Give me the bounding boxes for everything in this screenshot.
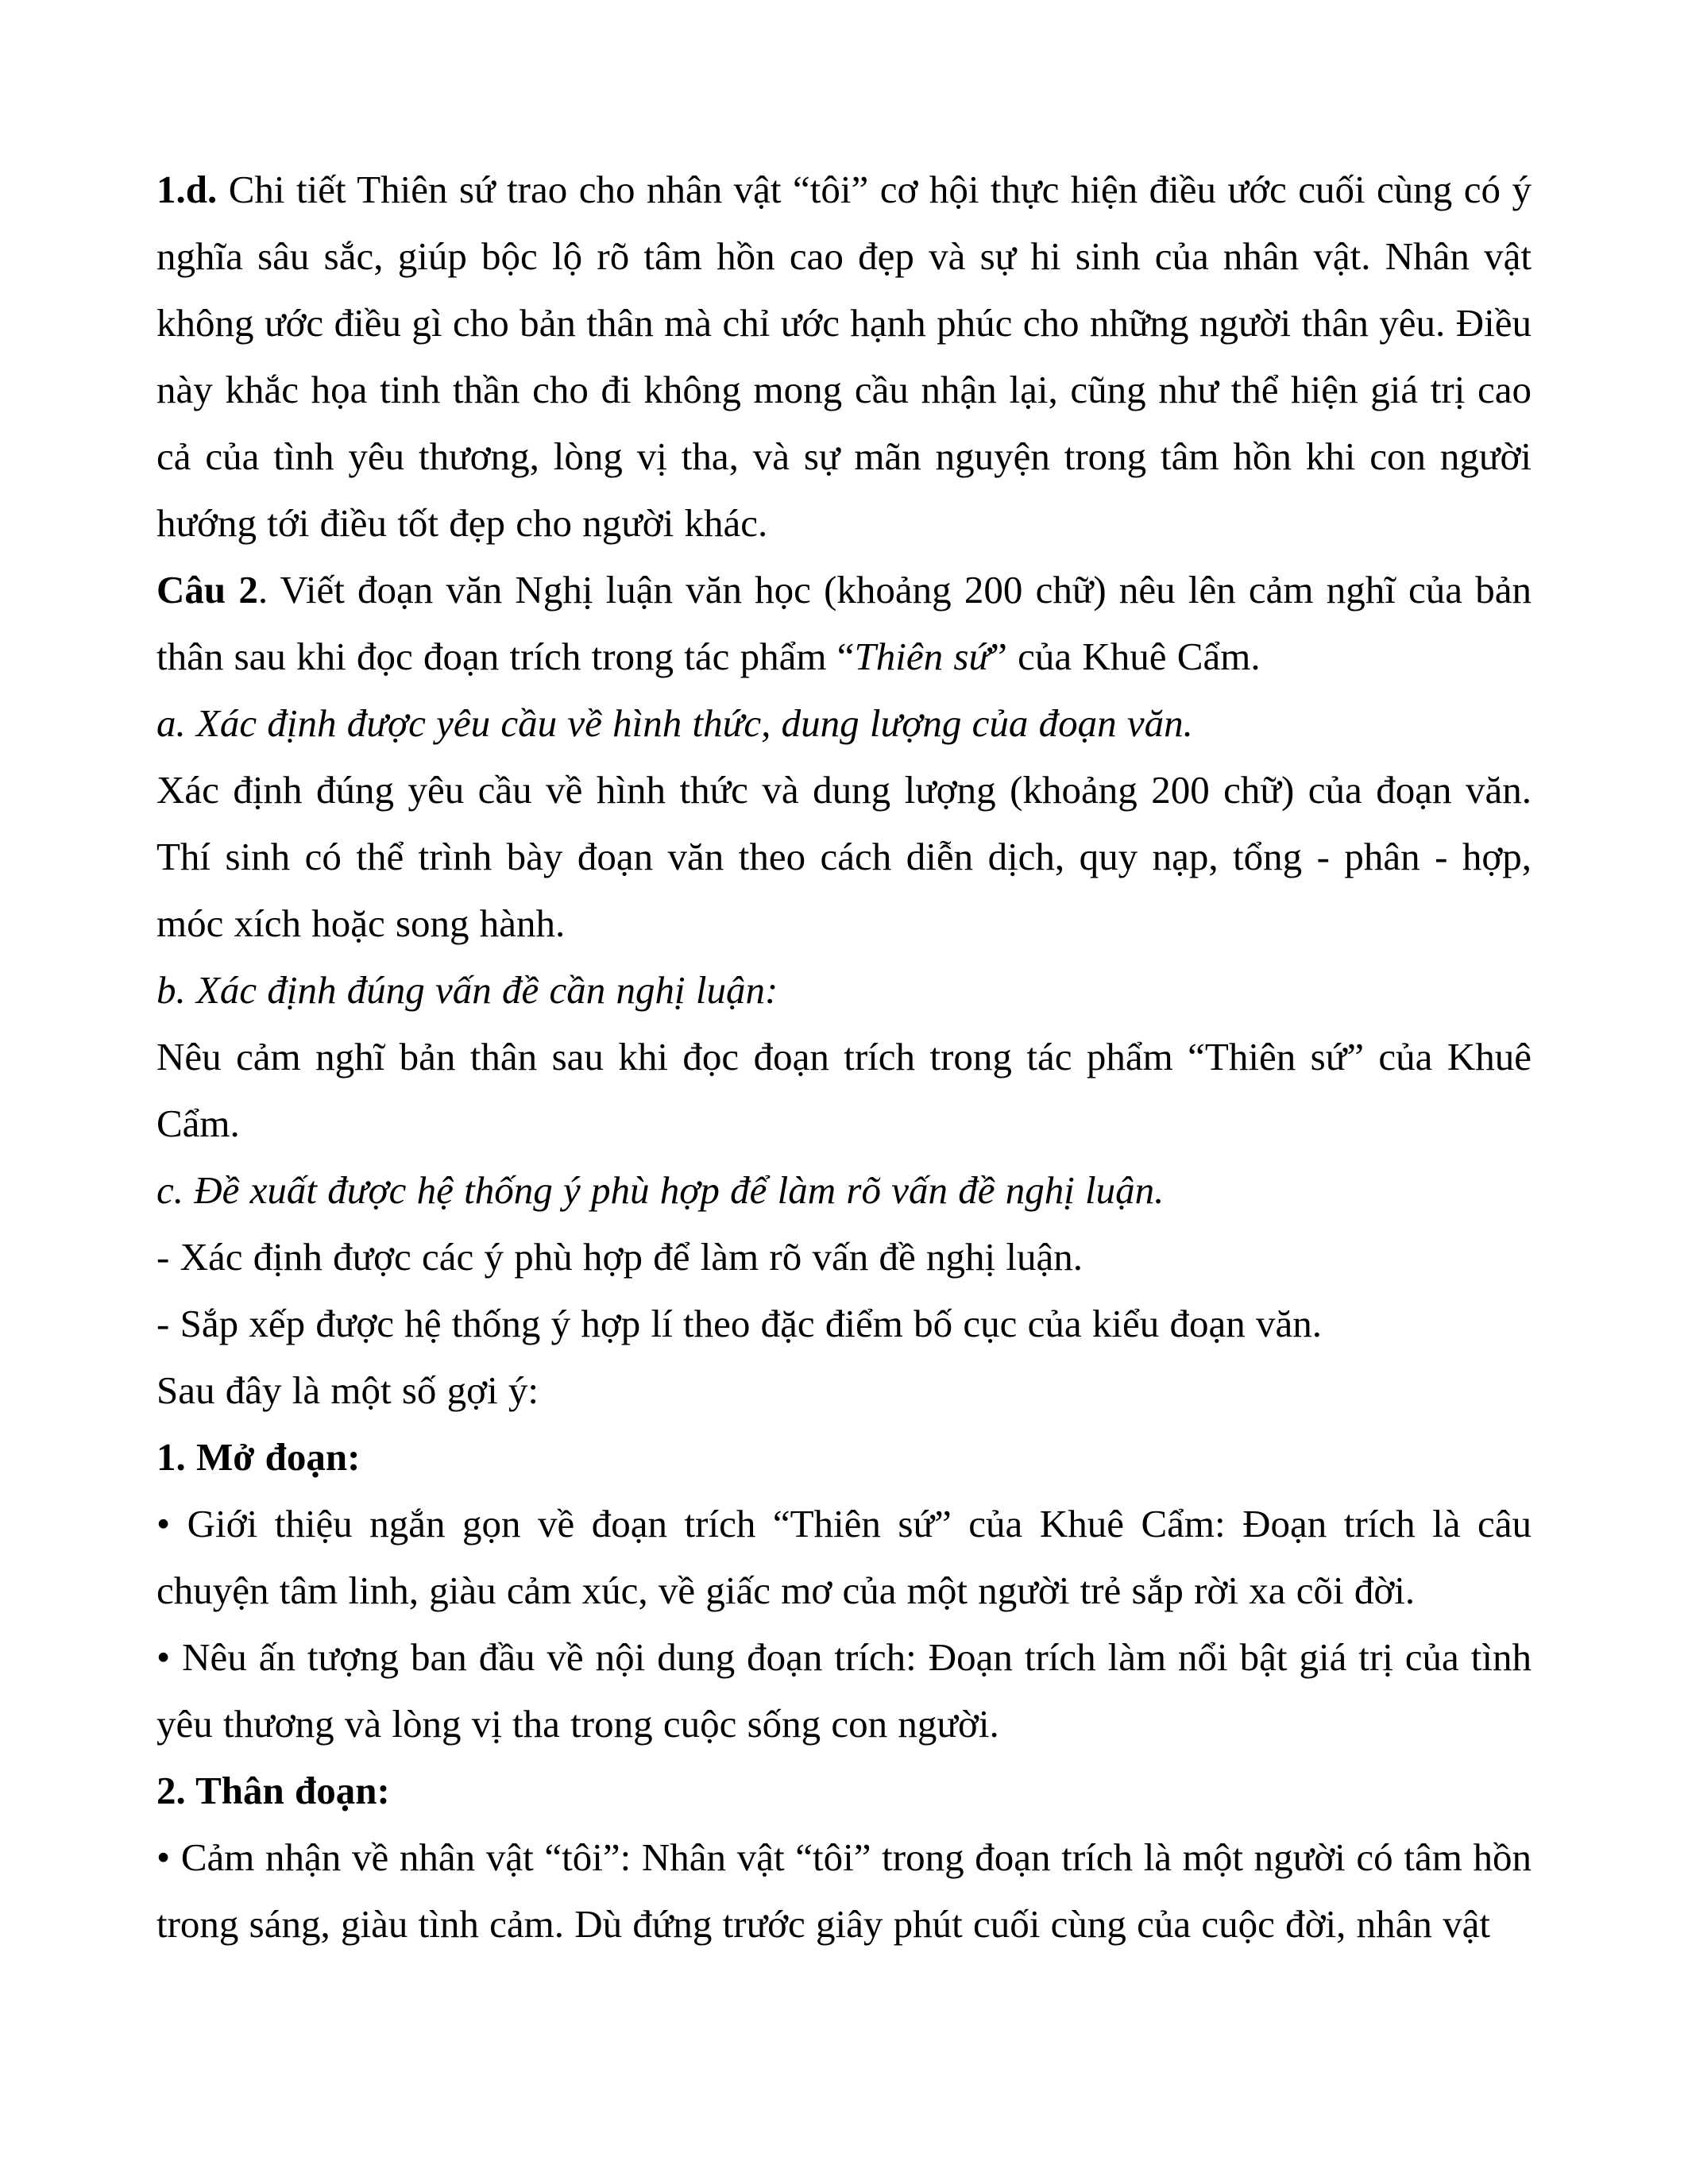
work-title: Thiên sứ <box>854 635 991 678</box>
criterion-c-dash-2-text: - Sắp xếp được hệ thống ý hợp lí theo đặc điểm bố cục của kiểu đoạn văn. <box>156 1302 1322 1345</box>
section-1-heading-text: 1. Mở đoạn: <box>156 1435 361 1479</box>
paragraph-criterion-c-heading <box>156 1157 1532 1224</box>
criterion-a-heading-text: a. Xác định được yêu cầu về hình thức, dung lượng của đoạn văn. <box>156 701 1193 745</box>
section-2-heading-text: 2. Thân đoạn: <box>156 1769 390 1812</box>
opening-bullet-1-text: • Giới thiệu ngắn gọn về đoạn trích “Thiên sứ” của Khuê Cẩm: Đoạn trích là câu chuyện tâm linh, giàu cảm xúc, về giấc mơ của một người trẻ sắp rời xa cõi đời. <box>156 1502 1532 1612</box>
paragraph-answer-1d <box>156 156 1532 557</box>
criterion-b-heading-text: b. Xác định đúng vấn đề cần nghị luận: <box>156 968 778 1012</box>
paragraph-section-1-heading <box>156 1424 1532 1491</box>
criterion-a-body-text: Xác định đúng yêu cầu về hình thức và dung lượng (khoảng 200 chữ) của đoạn văn. Thí sinh có thể trình bày đoạn văn theo cách diễn dịch, quy nạp, tổng - phân - hợp, móc xích hoặc song hành. <box>156 768 1532 945</box>
paragraph-body-bullet-1 <box>156 1824 1532 1958</box>
answer-1d-text: Chi tiết Thiên sứ trao cho nhân vật “tôi” cơ hội thực hiện điều ước cuối cùng có ý nghĩa sâu sắc, giúp bộc lộ rõ tâm hồn cao đẹp và sự hi sinh của nhân vật. Nhân vật không ước điều gì cho bản thân mà chỉ ước hạnh phúc cho những người thân yêu. Điều này khắc họa tinh thần cho đi không mong cầu nhận lại, cũng như thể hiện giá trị cao cả của tình yêu thương, lòng vị tha, và sự mãn nguyện trong tâm hồn khi con người hướng tới điều tốt đẹp cho người khác. <box>156 168 1532 545</box>
answer-1d-label: 1.d. <box>156 168 218 211</box>
paragraph-opening-bullet-2 <box>156 1624 1532 1758</box>
opening-bullet-2-text: • Nêu ấn tượng ban đầu về nội dung đoạn trích: Đoạn trích làm nổi bật giá trị của tình yêu thương và lòng vị tha trong cuộc sống con người. <box>156 1635 1532 1746</box>
body-bullet-1-text: • Cảm nhận về nhân vật “tôi”: Nhân vật “tôi” trong đoạn trích là một người có tâm hồn trong sáng, giàu tình cảm. Dù đứng trước giây phút cuối cùng của cuộc đời, nhân vật <box>156 1835 1532 1946</box>
criterion-c-dash-1-text: - Xác định được các ý phù hợp để làm rõ vấn đề nghị luận. <box>156 1235 1083 1279</box>
paragraph-question-2 <box>156 557 1532 690</box>
paragraph-criterion-a-body <box>156 757 1532 957</box>
question-2-text-end: ” của Khuê Cẩm. <box>990 635 1261 678</box>
paragraph-criterion-b-body <box>156 1024 1532 1157</box>
suggestions-intro-text: Sau đây là một số gợi ý: <box>156 1368 539 1412</box>
paragraph-criterion-c-dash-2 <box>156 1291 1532 1357</box>
question-2-label: Câu 2 <box>156 568 258 612</box>
paragraph-opening-bullet-1 <box>156 1491 1532 1624</box>
paragraph-section-2-heading <box>156 1758 1532 1824</box>
question-2-text: . Viết đoạn văn Nghị luận văn học (khoảng 200 chữ) nêu lên cảm nghĩ của bản thân sau khi đọc đoạn trích trong tác phẩm “ <box>156 568 1532 678</box>
document-body <box>156 156 1532 1958</box>
paragraph-suggestions-intro <box>156 1357 1532 1424</box>
paragraph-criterion-a-heading <box>156 690 1532 757</box>
criterion-b-body-text: Nêu cảm nghĩ bản thân sau khi đọc đoạn trích trong tác phẩm “Thiên sứ” của Khuê Cẩm. <box>156 1035 1532 1145</box>
paragraph-criterion-b-heading <box>156 957 1532 1024</box>
paragraph-criterion-c-dash-1 <box>156 1224 1532 1291</box>
criterion-c-heading-text: c. Đề xuất được hệ thống ý phù hợp để làm rõ vấn đề nghị luận. <box>156 1168 1165 1212</box>
